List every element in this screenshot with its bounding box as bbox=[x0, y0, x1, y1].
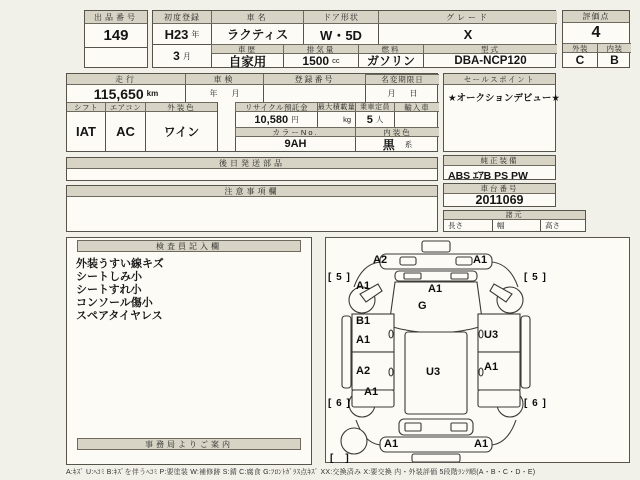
exterior-grade-value: C bbox=[575, 53, 585, 67]
aircon-value: AC bbox=[105, 112, 145, 151]
exterior-color-value: ワイン bbox=[145, 112, 217, 151]
name-change-value-cell bbox=[365, 85, 439, 102]
interior-color-value: 黒 bbox=[382, 137, 395, 152]
damage-marker: G bbox=[418, 300, 427, 312]
max-load-unit: kg bbox=[317, 112, 355, 127]
equipment-header: 純正装備 bbox=[444, 156, 555, 166]
exterior-grade-header: 外装 bbox=[563, 43, 597, 53]
door-handle bbox=[479, 330, 483, 338]
lot-number-empty-cell bbox=[85, 47, 147, 67]
score-value: 4 bbox=[591, 24, 601, 41]
caution-box bbox=[66, 185, 438, 232]
mileage-value-cell bbox=[67, 85, 185, 102]
shift-header: シフト bbox=[67, 102, 105, 112]
damage-marker: A1 bbox=[474, 438, 489, 450]
damage-marker: B1 bbox=[356, 315, 371, 327]
color-number-header: カラーNo. bbox=[235, 127, 355, 137]
specs-box bbox=[443, 210, 586, 232]
front-right-fender-line bbox=[492, 262, 518, 287]
damage-legend: A:ｷｽﾞ U:ﾍｺﾐ B:ｷｽﾞを伴うﾍｺﾐ P:要塗装 W:補修跡 S:錆 C:腐食 G:ﾌﾛﾝﾄｶﾞﾗｽ点ｷｽﾞ XX:交換済み X:要交換 内・外装評価 5段階ﾗﾝｸ順(A・B・C・D・E) bbox=[66, 469, 536, 476]
name-change-header: 名変期限日 bbox=[365, 74, 439, 85]
specs-header: 諸元 bbox=[444, 211, 585, 220]
lot-number-box bbox=[84, 10, 148, 68]
tire-depth-marker: [ 5 ] bbox=[328, 272, 351, 283]
capacity-value-cell bbox=[355, 112, 394, 127]
score-header: 評価点 bbox=[563, 11, 629, 23]
spec-height-label: 高さ bbox=[540, 220, 587, 231]
import-value bbox=[394, 112, 439, 127]
mileage-value: 115,650 bbox=[93, 85, 144, 102]
interior-color-value-cell bbox=[355, 137, 439, 151]
spec-length-label: 長さ bbox=[448, 221, 463, 230]
door-shape-value: W・5D bbox=[303, 24, 378, 44]
tire-depth-marker: [ 6 ] bbox=[328, 398, 351, 409]
capacity-value: 5 bbox=[366, 113, 373, 126]
chassis-number-box bbox=[443, 183, 556, 207]
spare-tire-marker: [ ] bbox=[330, 453, 350, 464]
first-registration-month bbox=[153, 44, 211, 67]
mileage-unit: km bbox=[146, 89, 159, 98]
sales-point-value: ★オークションデビュー★ bbox=[448, 93, 560, 104]
score-box bbox=[562, 10, 630, 68]
damage-marker: U3 bbox=[426, 366, 441, 378]
interior-color-header: 内装色 bbox=[355, 127, 439, 137]
door-handle bbox=[479, 368, 483, 376]
model-code-header: 型式 bbox=[423, 44, 557, 54]
name-change-month-unit: 月 bbox=[387, 89, 396, 98]
max-load-header: 最大積載量 bbox=[317, 104, 355, 111]
recycle-deposit-unit: 円 bbox=[291, 115, 299, 124]
registration-number-value bbox=[263, 85, 365, 102]
inspector-note: シートしみ小 bbox=[76, 271, 142, 283]
model-code-value: DBA-NCP120 bbox=[423, 54, 557, 67]
later-parts-box bbox=[66, 157, 438, 181]
interior-grade-value: B bbox=[597, 53, 631, 67]
right-rear-fender bbox=[478, 390, 520, 407]
equipment-value: ABS ｴｱB PS PW bbox=[448, 170, 528, 182]
damage-marker: A1 bbox=[484, 361, 499, 373]
damage-marker: A2 bbox=[356, 365, 371, 377]
grade-header: グレード bbox=[378, 11, 557, 24]
exterior-color-header: 外装色 bbox=[145, 102, 217, 112]
fuel-value: ガソリン bbox=[358, 54, 423, 67]
caution-header: 注意事項欄 bbox=[67, 186, 437, 197]
office-notice-header: 事務局よりご案内 bbox=[77, 438, 301, 450]
front-bumper-detail-left bbox=[400, 257, 416, 265]
first-registration-year bbox=[153, 24, 211, 44]
recycle-deposit-value: 10,580 bbox=[254, 113, 289, 126]
mileage-header: 走行 bbox=[67, 74, 185, 85]
later-parts-header: 後日発送部品 bbox=[67, 158, 437, 169]
first-registration-month-unit: 月 bbox=[182, 51, 191, 61]
front-plate bbox=[422, 241, 450, 252]
left-sill bbox=[342, 316, 351, 388]
displacement-header: 排気量 bbox=[283, 44, 358, 54]
aircon-header: エアコン bbox=[105, 102, 145, 112]
door-handle bbox=[389, 368, 393, 376]
displacement-unit: cc bbox=[332, 56, 340, 65]
lot-number-header: 出品番号 bbox=[85, 11, 147, 24]
inspector-header: 検査員記入欄 bbox=[77, 240, 301, 252]
cowl-detail-right bbox=[451, 273, 468, 279]
damage-marker: A1 bbox=[356, 334, 371, 346]
chassis-number-header: 車台番号 bbox=[444, 184, 555, 194]
capacity-unit: 人 bbox=[375, 115, 384, 124]
inspector-note: シートすれ小 bbox=[76, 284, 142, 296]
rear-hatch-detail-left bbox=[405, 423, 421, 431]
office-notice-value bbox=[67, 450, 311, 464]
first-registration-year-unit: 年 bbox=[191, 29, 200, 39]
interior-grade-header: 内装 bbox=[597, 43, 631, 53]
recycle-deposit-value-cell bbox=[235, 112, 317, 127]
damage-marker: A1 bbox=[356, 280, 371, 292]
inspection-value-cell bbox=[185, 85, 263, 102]
first-registration-header: 初度登録 bbox=[153, 11, 211, 24]
rear-hatch-detail-right bbox=[451, 423, 467, 431]
spacer-column bbox=[217, 102, 235, 151]
vehicle-info-box bbox=[152, 10, 556, 68]
door-shape-header: ドア形状 bbox=[303, 11, 378, 24]
rear-plate bbox=[412, 454, 460, 462]
damage-marker: A1 bbox=[473, 254, 488, 266]
front-bumper-detail-right bbox=[456, 257, 472, 265]
first-registration-month-value: 3 bbox=[173, 49, 180, 63]
lot-number-value: 149 bbox=[103, 27, 129, 44]
history-header: 車歴 bbox=[211, 44, 283, 54]
inspection-header: 車検 bbox=[185, 74, 263, 85]
rear-right-fender-line bbox=[492, 420, 516, 445]
equipment-box bbox=[443, 155, 556, 180]
displacement-value: 1500 bbox=[302, 53, 330, 68]
sales-point-box bbox=[443, 73, 560, 152]
shift-value: IAT bbox=[76, 124, 96, 139]
damage-marker: A1 bbox=[428, 283, 443, 295]
recycle-deposit-header: リサイクル預託金 bbox=[235, 102, 317, 112]
damage-marker: A1 bbox=[384, 438, 399, 450]
inspector-note: スペアタイヤレス bbox=[76, 310, 163, 322]
cowl-detail-left bbox=[404, 273, 421, 279]
name-change-day-unit: 日 bbox=[409, 89, 418, 98]
color-number-value: 9AH bbox=[235, 137, 355, 151]
tire-depth-marker: [ 5 ] bbox=[524, 272, 547, 283]
capacity-header: 乗車定員 bbox=[355, 102, 394, 112]
inspection-month-unit: 月 bbox=[231, 89, 240, 98]
later-parts-value bbox=[67, 169, 437, 180]
fuel-header: 燃料 bbox=[358, 44, 423, 54]
damage-marker: A1 bbox=[364, 386, 379, 398]
history-value: 自家用 bbox=[211, 54, 283, 67]
car-diagram bbox=[326, 238, 629, 462]
damage-marker: U3 bbox=[484, 329, 499, 341]
car-name-value: ラクティス bbox=[211, 24, 303, 44]
caution-value bbox=[67, 197, 437, 231]
registration-number-header: 登録番号 bbox=[263, 74, 365, 85]
inspector-note: コンソール傷小 bbox=[76, 297, 153, 309]
inspector-note: 外装うすい線キズ bbox=[76, 258, 164, 270]
right-sill bbox=[521, 316, 530, 388]
damage-marker: A2 bbox=[373, 254, 388, 266]
inspector-box bbox=[66, 237, 312, 465]
inspection-year-unit: 年 bbox=[209, 89, 218, 98]
usage-block bbox=[66, 73, 438, 152]
sales-point-header: セールスポイント bbox=[444, 74, 555, 85]
car-name-header: 車名 bbox=[211, 11, 303, 24]
spec-width-label: 幅 bbox=[492, 220, 540, 231]
import-header: 輸入車 bbox=[394, 102, 439, 112]
door-handle bbox=[389, 330, 393, 338]
damage-diagram-box bbox=[325, 237, 630, 463]
tire-depth-marker: [ 6 ] bbox=[524, 398, 547, 409]
grade-value: X bbox=[378, 24, 557, 44]
chassis-number-value: 2011069 bbox=[475, 193, 524, 207]
displacement-value-cell bbox=[283, 54, 358, 67]
first-registration-year-value: H23 bbox=[164, 26, 189, 42]
interior-color-suffix: 系 bbox=[404, 139, 413, 149]
